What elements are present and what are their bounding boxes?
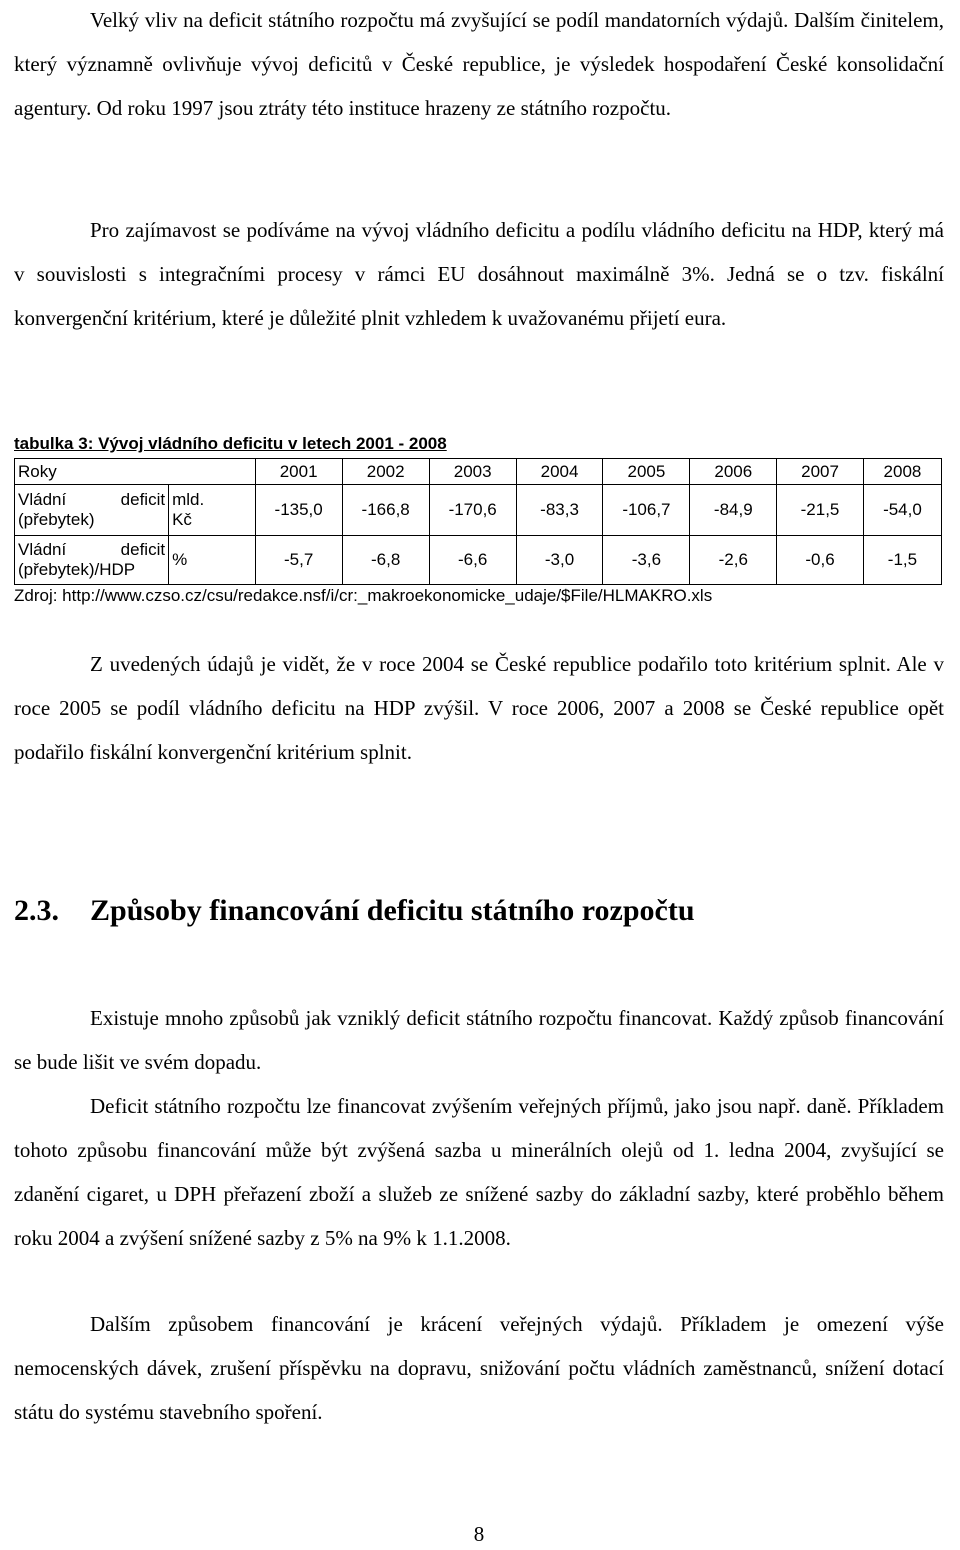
paragraph-mandatory-expenditures: Velký vliv na deficit státního rozpočtu má zvyšující se podíl mandatorních výdajů. Dalším činitelem, který významně ovlivňuje vývoj deficitů v České republice, je výsledek hospodaření České konsolidační agentury. Od roku 1997 jsou ztráty této instituce hrazeny ze státního rozpočtu. [14,8,944,120]
row-label-word: Vládní [18,490,67,509]
paragraph-conclusion: Z uvedených údajů je vidět, že v roce 2004 se České republice podařilo toto kritérium splnit. Ale v roce 2005 se podíl vládního deficitu na HDP zvýšil. V roce 2006, 2007 a 2008 se České republice opět podařilo fiskální konvergenční kritérium splnit. [14,652,944,764]
value-cell: -2,6 [690,536,777,585]
year-cell: 2003 [429,459,516,485]
row-label-cell [15,485,169,536]
value-cell: -21,5 [777,485,864,536]
value-cell: -6,6 [429,536,516,585]
value-cell: -170,6 [429,485,516,536]
paragraph-revenue-increase: Deficit státního rozpočtu lze financovat zvýšením veřejných příjmů, jako jsou např. daně. Příkladem tohoto způsobu financování může být zvýšená sazba u minerálních olejů od 1. ledna 2004, zvyšující se zdanění cigaret, u DPH přeřazení zboží a služeb ze snížené sazby do základní sazby, které proběhlo během roku 2004 a zvýšení snížené sazby z 5% na 9% k 1.1.2008. [14,1094,944,1250]
value-cell: -0,6 [777,536,864,585]
row-label-line [18,490,165,510]
paragraph-deficit-intro: Pro zajímavost se podíváme na vývoj vládního deficitu a podílu vládního deficitu na HDP, který má v souvislosti s integračními procesy v rámci EU dosáhnout maximálně 3%. Jedná se o tzv. fiskální konvergenční kritérium, které je důležité plnit vzhledem k uvažovanému přijetí eura. [14,218,944,330]
section-title: Způsoby financování deficitu státního rozpočtu [90,894,695,927]
value-cell: -6,8 [342,536,429,585]
value-cell: -1,5 [863,536,941,585]
year-cell: 2008 [863,459,941,485]
row-label-word: Vládní [18,540,67,559]
row-label-line [18,540,165,560]
unit-line: Kč [172,510,192,529]
year-cell: 2005 [603,459,690,485]
value-cell: -3,0 [516,536,603,585]
row-label-line: (přebytek)/HDP [18,560,136,579]
table-row-deficit-hdp [15,536,942,585]
value-cell: -83,3 [516,485,603,536]
unit-cell [169,485,256,536]
year-cell: 2006 [690,459,777,485]
table-source: Zdroj: http://www.czso.cz/csu/redakce.nsf/i/cr:_makroekonomicke_udaje/$File/HLMAKRO.xls [14,586,713,605]
deficit-table [14,458,942,585]
value-cell: -84,9 [690,485,777,536]
row-label-word: deficit [120,540,166,559]
unit-line: mld. [172,490,205,509]
value-cell: -5,7 [255,536,342,585]
header-label-cell: Roky [15,459,256,485]
row-label-cell [15,536,169,585]
value-cell: -106,7 [603,485,690,536]
row-label-word: deficit [120,490,166,509]
table-row-deficit [15,485,942,536]
paragraph-expenditure-cuts: Dalším způsobem financování je krácení veřejných výdajů. Příkladem je omezení výše nemocenských dávek, zrušení příspěvku na dopravu, snižování počtu vládních zaměstnanců, snížení dotací státu do systému stavebního spoření. [14,1312,944,1424]
value-cell: -166,8 [342,485,429,536]
section-number: 2.3. [14,894,59,927]
table-header-row [15,459,942,485]
unit-cell: % [169,536,256,585]
value-cell: -135,0 [255,485,342,536]
section-heading [14,894,695,928]
year-cell: 2007 [777,459,864,485]
row-label-line: (přebytek) [18,510,95,529]
paragraph-financing-ways: Existuje mnoho způsobů jak vzniklý deficit státního rozpočtu financovat. Každý způsob financování se bude lišit ve svém dopadu. [14,1006,944,1074]
value-cell: -54,0 [863,485,941,536]
value-cell: -3,6 [603,536,690,585]
page-number: 8 [473,1522,485,1546]
year-cell: 2002 [342,459,429,485]
table-caption: tabulka 3: Vývoj vládního deficitu v letech 2001 - 2008 [14,434,447,453]
year-cell: 2004 [516,459,603,485]
year-cell: 2001 [255,459,342,485]
